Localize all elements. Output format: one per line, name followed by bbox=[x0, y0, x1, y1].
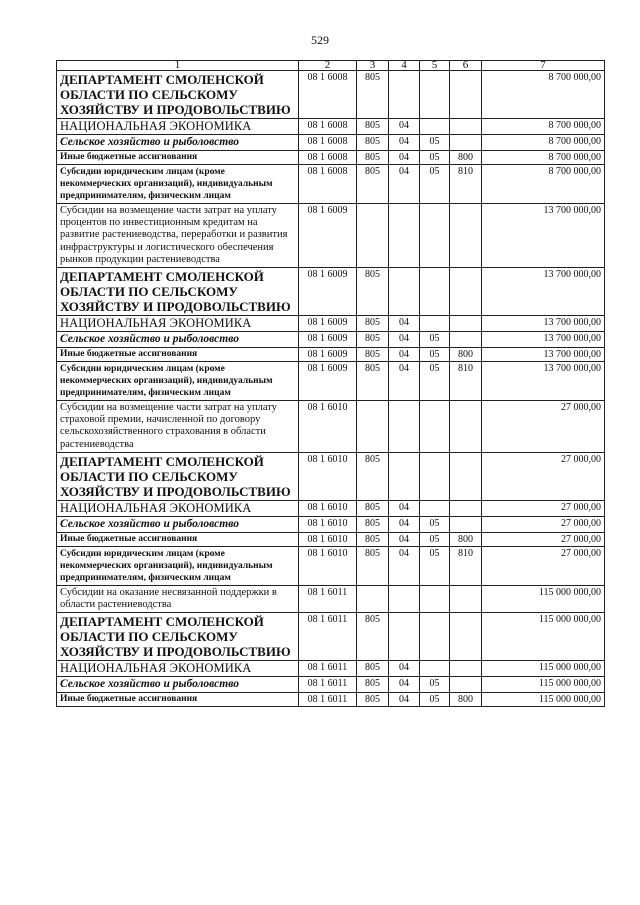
row-col5-cell bbox=[420, 401, 450, 453]
row-amount-cell: 8 700 000,00 bbox=[482, 151, 605, 165]
row-code-cell: 08 1 6011 bbox=[299, 661, 357, 677]
row-col3-cell: 805 bbox=[357, 500, 389, 516]
row-code-cell: 08 1 6010 bbox=[299, 516, 357, 532]
row-col6-cell bbox=[450, 516, 482, 532]
table-body bbox=[57, 71, 605, 707]
row-col4-cell: 04 bbox=[389, 362, 420, 401]
row-col6-cell bbox=[450, 677, 482, 693]
row-col3-cell: 805 bbox=[357, 348, 389, 362]
row-col4-cell: 04 bbox=[389, 151, 420, 165]
table-row bbox=[57, 585, 605, 612]
row-amount-cell: 115 000 000,00 bbox=[482, 613, 605, 661]
budget-table bbox=[56, 60, 605, 707]
column-header: 6 bbox=[450, 61, 482, 71]
row-code-cell: 08 1 6008 bbox=[299, 165, 357, 204]
row-col6-cell: 800 bbox=[450, 532, 482, 546]
row-name-cell: Иные бюджетные ассигнования bbox=[57, 693, 299, 707]
row-col5-cell bbox=[420, 316, 450, 332]
row-code-cell: 08 1 6008 bbox=[299, 119, 357, 135]
row-code-cell: 08 1 6009 bbox=[299, 316, 357, 332]
row-code-cell: 08 1 6009 bbox=[299, 204, 357, 268]
row-name-cell: Субсидии на оказание несвязанной поддержки в области растениеводства bbox=[57, 585, 299, 612]
table-row bbox=[57, 532, 605, 546]
row-name-cell: ДЕПАРТАМЕНТ СМОЛЕНСКОЙ ОБЛАСТИ ПО СЕЛЬСКОМУ ХОЗЯЙСТВУ И ПРОДОВОЛЬСТВИЮ bbox=[57, 71, 299, 119]
row-amount-cell: 13 700 000,00 bbox=[482, 332, 605, 348]
row-col6-cell bbox=[450, 452, 482, 500]
row-code-cell: 08 1 6010 bbox=[299, 532, 357, 546]
row-amount-cell: 8 700 000,00 bbox=[482, 135, 605, 151]
table-row bbox=[57, 693, 605, 707]
row-col3-cell: 805 bbox=[357, 516, 389, 532]
row-col5-cell bbox=[420, 613, 450, 661]
table-row bbox=[57, 151, 605, 165]
row-col4-cell bbox=[389, 204, 420, 268]
row-amount-cell: 8 700 000,00 bbox=[482, 165, 605, 204]
row-name-cell: Сельское хозяйство и рыболовство bbox=[57, 677, 299, 693]
table-row bbox=[57, 401, 605, 453]
table-row bbox=[57, 268, 605, 316]
row-col5-cell: 05 bbox=[420, 677, 450, 693]
table-row bbox=[57, 316, 605, 332]
row-col3-cell: 805 bbox=[357, 119, 389, 135]
table-row bbox=[57, 71, 605, 119]
row-col3-cell: 805 bbox=[357, 613, 389, 661]
row-amount-cell: 115 000 000,00 bbox=[482, 585, 605, 612]
row-col4-cell: 04 bbox=[389, 500, 420, 516]
row-col5-cell: 05 bbox=[420, 332, 450, 348]
row-name-cell: ДЕПАРТАМЕНТ СМОЛЕНСКОЙ ОБЛАСТИ ПО СЕЛЬСКОМУ ХОЗЯЙСТВУ И ПРОДОВОЛЬСТВИЮ bbox=[57, 613, 299, 661]
row-col4-cell: 04 bbox=[389, 677, 420, 693]
row-col4-cell: 04 bbox=[389, 516, 420, 532]
row-col3-cell: 805 bbox=[357, 362, 389, 401]
row-col4-cell bbox=[389, 71, 420, 119]
row-col3-cell bbox=[357, 585, 389, 612]
row-col3-cell: 805 bbox=[357, 693, 389, 707]
row-col5-cell bbox=[420, 119, 450, 135]
table-row bbox=[57, 165, 605, 204]
row-col5-cell bbox=[420, 204, 450, 268]
row-col5-cell: 05 bbox=[420, 165, 450, 204]
row-col3-cell: 805 bbox=[357, 677, 389, 693]
row-col5-cell bbox=[420, 71, 450, 119]
row-col5-cell: 05 bbox=[420, 532, 450, 546]
column-header: 3 bbox=[357, 61, 389, 71]
table-row bbox=[57, 204, 605, 268]
row-code-cell: 08 1 6008 bbox=[299, 135, 357, 151]
row-name-cell: Иные бюджетные ассигнования bbox=[57, 151, 299, 165]
row-col4-cell: 04 bbox=[389, 348, 420, 362]
row-amount-cell: 115 000 000,00 bbox=[482, 677, 605, 693]
row-amount-cell: 13 700 000,00 bbox=[482, 204, 605, 268]
row-col3-cell: 805 bbox=[357, 661, 389, 677]
row-col4-cell: 04 bbox=[389, 119, 420, 135]
row-amount-cell: 27 000,00 bbox=[482, 532, 605, 546]
row-code-cell: 08 1 6008 bbox=[299, 71, 357, 119]
row-col6-cell bbox=[450, 613, 482, 661]
row-col4-cell: 04 bbox=[389, 316, 420, 332]
row-col6-cell bbox=[450, 585, 482, 612]
row-name-cell: Сельское хозяйство и рыболовство bbox=[57, 135, 299, 151]
row-amount-cell: 27 000,00 bbox=[482, 500, 605, 516]
row-name-cell: ДЕПАРТАМЕНТ СМОЛЕНСКОЙ ОБЛАСТИ ПО СЕЛЬСКОМУ ХОЗЯЙСТВУ И ПРОДОВОЛЬСТВИЮ bbox=[57, 268, 299, 316]
table-row bbox=[57, 119, 605, 135]
row-col6-cell bbox=[450, 204, 482, 268]
row-col3-cell: 805 bbox=[357, 452, 389, 500]
table-row bbox=[57, 677, 605, 693]
row-col4-cell: 04 bbox=[389, 135, 420, 151]
row-col6-cell bbox=[450, 119, 482, 135]
column-header: 2 bbox=[299, 61, 357, 71]
row-col6-cell: 800 bbox=[450, 693, 482, 707]
row-name-cell: Субсидии на возмещение части затрат на уплату страховой премии, начисленной по договору сельскохозяйственного страхования в области растениеводства bbox=[57, 401, 299, 453]
row-code-cell: 08 1 6011 bbox=[299, 613, 357, 661]
row-amount-cell: 8 700 000,00 bbox=[482, 119, 605, 135]
table-row bbox=[57, 348, 605, 362]
table-row bbox=[57, 362, 605, 401]
row-col4-cell bbox=[389, 585, 420, 612]
row-col3-cell: 805 bbox=[357, 316, 389, 332]
row-col4-cell: 04 bbox=[389, 532, 420, 546]
row-code-cell: 08 1 6010 bbox=[299, 500, 357, 516]
table-row bbox=[57, 661, 605, 677]
row-col5-cell: 05 bbox=[420, 546, 450, 585]
row-col4-cell: 04 bbox=[389, 693, 420, 707]
row-col6-cell bbox=[450, 316, 482, 332]
row-col3-cell: 805 bbox=[357, 268, 389, 316]
row-amount-cell: 8 700 000,00 bbox=[482, 71, 605, 119]
row-col6-cell: 810 bbox=[450, 546, 482, 585]
row-col5-cell: 05 bbox=[420, 693, 450, 707]
row-amount-cell: 13 700 000,00 bbox=[482, 348, 605, 362]
table-row bbox=[57, 546, 605, 585]
row-code-cell: 08 1 6009 bbox=[299, 348, 357, 362]
row-col5-cell: 05 bbox=[420, 151, 450, 165]
row-name-cell: Субсидии юридическим лицам (кроме некоммерческих организаций), индивидуальным предпринимателям, физическим лицам bbox=[57, 362, 299, 401]
row-amount-cell: 13 700 000,00 bbox=[482, 316, 605, 332]
row-code-cell: 08 1 6009 bbox=[299, 362, 357, 401]
row-amount-cell: 27 000,00 bbox=[482, 401, 605, 453]
row-amount-cell: 27 000,00 bbox=[482, 516, 605, 532]
row-name-cell: Иные бюджетные ассигнования bbox=[57, 348, 299, 362]
row-col3-cell: 805 bbox=[357, 332, 389, 348]
table-row bbox=[57, 452, 605, 500]
row-col5-cell bbox=[420, 268, 450, 316]
row-col5-cell: 05 bbox=[420, 135, 450, 151]
row-col6-cell bbox=[450, 332, 482, 348]
row-code-cell: 08 1 6010 bbox=[299, 546, 357, 585]
row-col5-cell bbox=[420, 500, 450, 516]
column-header-row bbox=[57, 61, 605, 71]
column-header: 4 bbox=[389, 61, 420, 71]
row-amount-cell: 27 000,00 bbox=[482, 546, 605, 585]
row-col6-cell bbox=[450, 268, 482, 316]
row-col5-cell: 05 bbox=[420, 516, 450, 532]
row-name-cell: ДЕПАРТАМЕНТ СМОЛЕНСКОЙ ОБЛАСТИ ПО СЕЛЬСКОМУ ХОЗЯЙСТВУ И ПРОДОВОЛЬСТВИЮ bbox=[57, 452, 299, 500]
row-col6-cell: 810 bbox=[450, 165, 482, 204]
row-col6-cell bbox=[450, 135, 482, 151]
row-col4-cell bbox=[389, 452, 420, 500]
row-col3-cell: 805 bbox=[357, 165, 389, 204]
row-amount-cell: 13 700 000,00 bbox=[482, 268, 605, 316]
row-name-cell: Субсидии на возмещение части затрат на уплату процентов по инвестиционным кредитам на развитие растениеводства, переработки и развития инфраструктуры и логистического обеспечения рынков продукции растениеводства bbox=[57, 204, 299, 268]
page-number: 529 bbox=[311, 33, 329, 47]
row-code-cell: 08 1 6008 bbox=[299, 151, 357, 165]
row-col5-cell bbox=[420, 452, 450, 500]
row-col6-cell: 800 bbox=[450, 151, 482, 165]
row-col6-cell: 810 bbox=[450, 362, 482, 401]
row-name-cell: Иные бюджетные ассигнования bbox=[57, 532, 299, 546]
row-col3-cell: 805 bbox=[357, 71, 389, 119]
row-col6-cell: 800 bbox=[450, 348, 482, 362]
row-col4-cell bbox=[389, 401, 420, 453]
row-col4-cell: 04 bbox=[389, 661, 420, 677]
row-col5-cell bbox=[420, 661, 450, 677]
row-name-cell: Сельское хозяйство и рыболовство bbox=[57, 332, 299, 348]
row-col4-cell: 04 bbox=[389, 546, 420, 585]
row-name-cell: НАЦИОНАЛЬНАЯ ЭКОНОМИКА bbox=[57, 661, 299, 677]
row-col3-cell: 805 bbox=[357, 135, 389, 151]
column-header: 5 bbox=[420, 61, 450, 71]
row-code-cell: 08 1 6010 bbox=[299, 401, 357, 453]
row-name-cell: НАЦИОНАЛЬНАЯ ЭКОНОМИКА bbox=[57, 316, 299, 332]
row-col5-cell: 05 bbox=[420, 348, 450, 362]
row-col6-cell bbox=[450, 401, 482, 453]
table-row bbox=[57, 135, 605, 151]
row-col3-cell: 805 bbox=[357, 151, 389, 165]
row-col5-cell: 05 bbox=[420, 362, 450, 401]
row-col5-cell bbox=[420, 585, 450, 612]
row-name-cell: Субсидии юридическим лицам (кроме некоммерческих организаций), индивидуальным предпринимателям, физическим лицам bbox=[57, 546, 299, 585]
row-amount-cell: 115 000 000,00 bbox=[482, 693, 605, 707]
row-name-cell: НАЦИОНАЛЬНАЯ ЭКОНОМИКА bbox=[57, 500, 299, 516]
row-code-cell: 08 1 6010 bbox=[299, 452, 357, 500]
row-col4-cell bbox=[389, 268, 420, 316]
table-row bbox=[57, 500, 605, 516]
row-amount-cell: 13 700 000,00 bbox=[482, 362, 605, 401]
row-code-cell: 08 1 6011 bbox=[299, 693, 357, 707]
row-col4-cell: 04 bbox=[389, 332, 420, 348]
row-code-cell: 08 1 6009 bbox=[299, 332, 357, 348]
row-col3-cell: 805 bbox=[357, 532, 389, 546]
row-col3-cell bbox=[357, 204, 389, 268]
row-col6-cell bbox=[450, 661, 482, 677]
row-code-cell: 08 1 6009 bbox=[299, 268, 357, 316]
table-row bbox=[57, 613, 605, 661]
row-col6-cell bbox=[450, 500, 482, 516]
row-code-cell: 08 1 6011 bbox=[299, 677, 357, 693]
row-col4-cell: 04 bbox=[389, 165, 420, 204]
row-col6-cell bbox=[450, 71, 482, 119]
row-name-cell: НАЦИОНАЛЬНАЯ ЭКОНОМИКА bbox=[57, 119, 299, 135]
column-header: 7 bbox=[482, 61, 605, 71]
row-name-cell: Субсидии юридическим лицам (кроме некоммерческих организаций), индивидуальным предпринимателям, физическим лицам bbox=[57, 165, 299, 204]
row-amount-cell: 27 000,00 bbox=[482, 452, 605, 500]
table-row bbox=[57, 516, 605, 532]
row-col3-cell bbox=[357, 401, 389, 453]
row-name-cell: Сельское хозяйство и рыболовство bbox=[57, 516, 299, 532]
row-code-cell: 08 1 6011 bbox=[299, 585, 357, 612]
row-amount-cell: 115 000 000,00 bbox=[482, 661, 605, 677]
row-col4-cell bbox=[389, 613, 420, 661]
column-header: 1 bbox=[57, 61, 299, 71]
table-row bbox=[57, 332, 605, 348]
row-col3-cell: 805 bbox=[357, 546, 389, 585]
